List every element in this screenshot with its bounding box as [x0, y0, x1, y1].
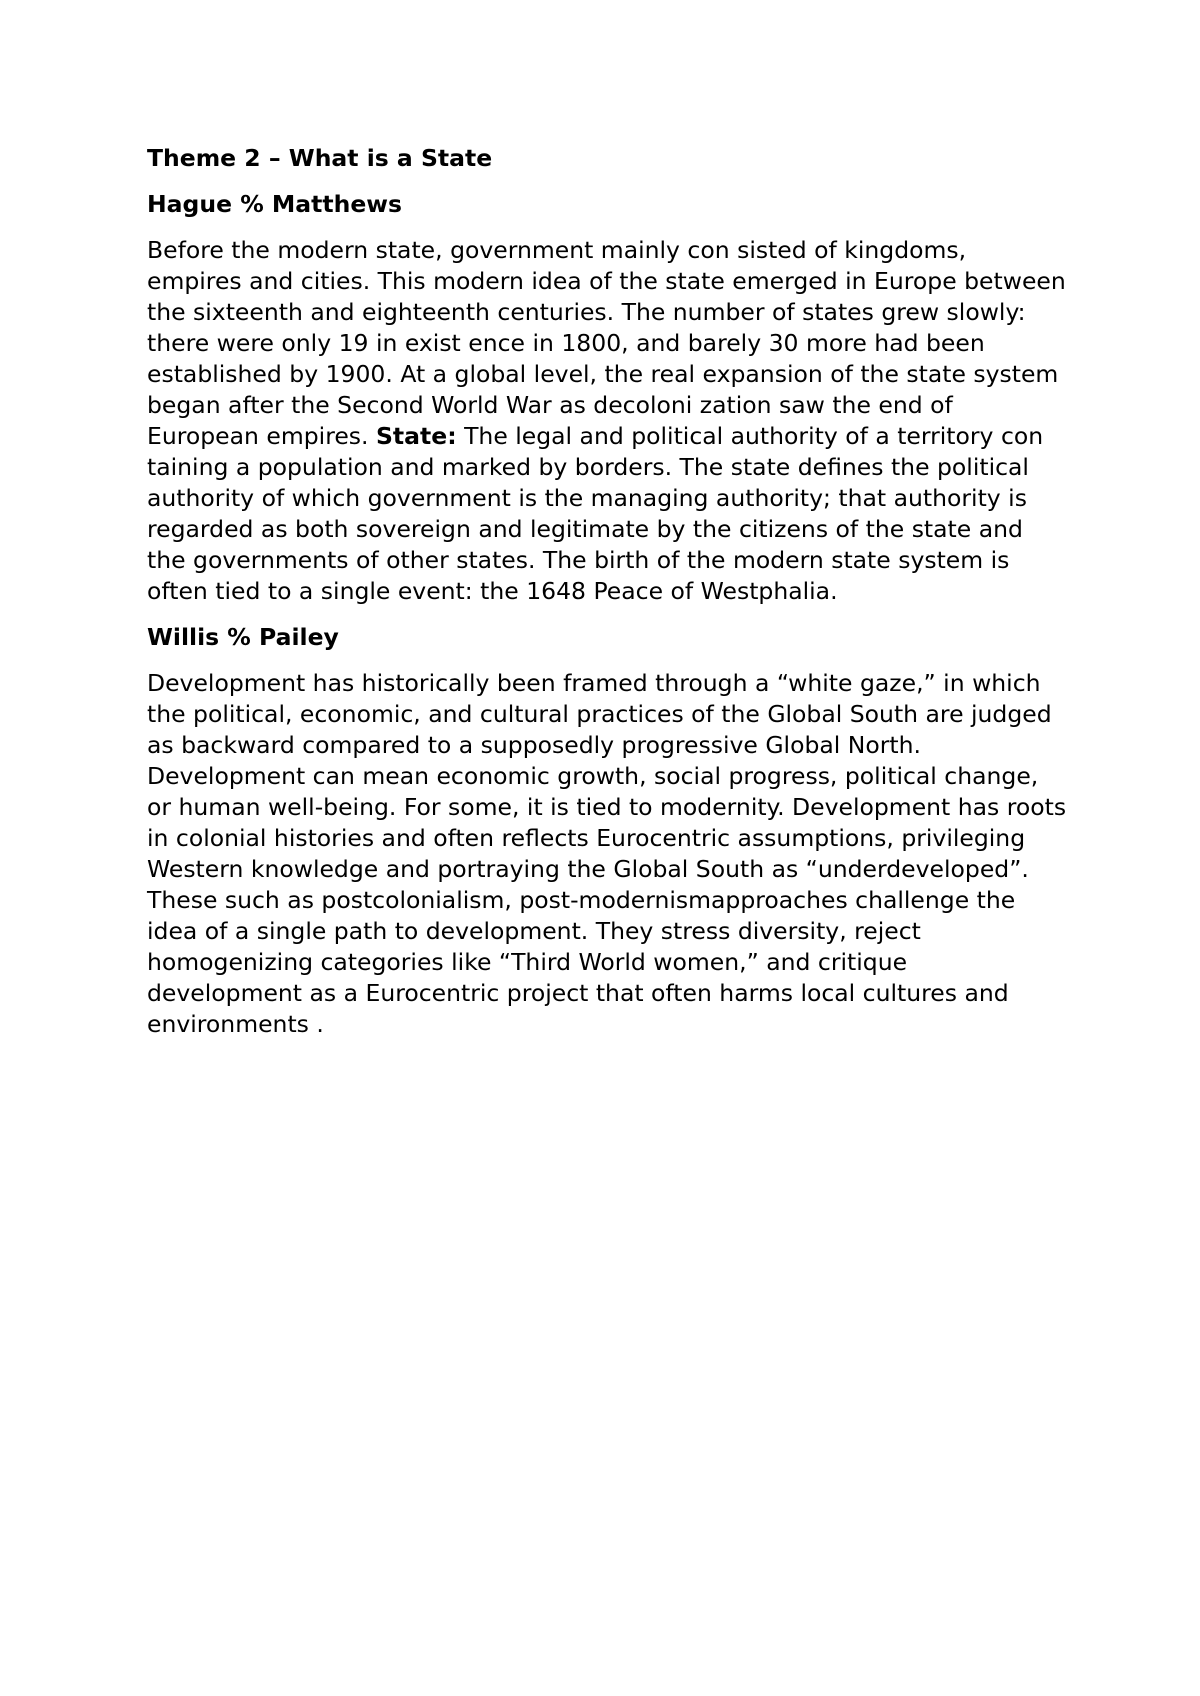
- section-heading-hague-matthews: Hague % Matthews: [147, 190, 403, 218]
- paragraph-hague-matthews: [147, 235, 1067, 607]
- document-body: [147, 143, 1067, 1055]
- state-term-bold: State:: [376, 422, 457, 450]
- section-heading-willis-pailey: Willis % Pailey: [147, 623, 339, 651]
- paragraph-text-after: The legal and political authority of a territory con taining a population and marked by borders. The state defines the political authority of which government is the managing authority; that authority is regarded as both sovereign and legitimate by the citizens of the state and the governments of other states. The birth of the modern state system is often tied to a single event: the 1648 Peace of Westphalia.: [147, 422, 1044, 605]
- document-title: Theme 2 – What is a State: [147, 144, 493, 172]
- paragraph-willis-pailey: Development has historically been framed through a “white gaze,” in which the political, economic, and cultural practices of the Global South are judged as backward compared to a supposedly progressive Global North. Development can mean economic growth, social progress, political change, or human well-being. For some, it is tied to modernity. Development has roots in colonial histories and often reflects Eurocentric assumptions, privileging Western knowledge and portraying the Global South as “underdeveloped”. These such as postcolonialism, post-modernismapproaches challenge the idea of a single path to development. They stress diversity, reject homogenizing categories like “Third World women,” and critique development as a Eurocentric project that often harms local cultures and environments .: [147, 669, 1067, 1038]
- paragraph-text-before: Before the modern state, government mainly con sisted of kingdoms, empires and cities. This modern idea of the state emerged in Europe between the sixteenth and eighteenth centuries. The number of states grew slowly: there were only 19 in exist ence in 1800, and barely 30 more had been established by 1900. At a global level, the real expansion of the state system began after the Second World War as decoloni zation saw the end of European empires.: [147, 236, 1066, 450]
